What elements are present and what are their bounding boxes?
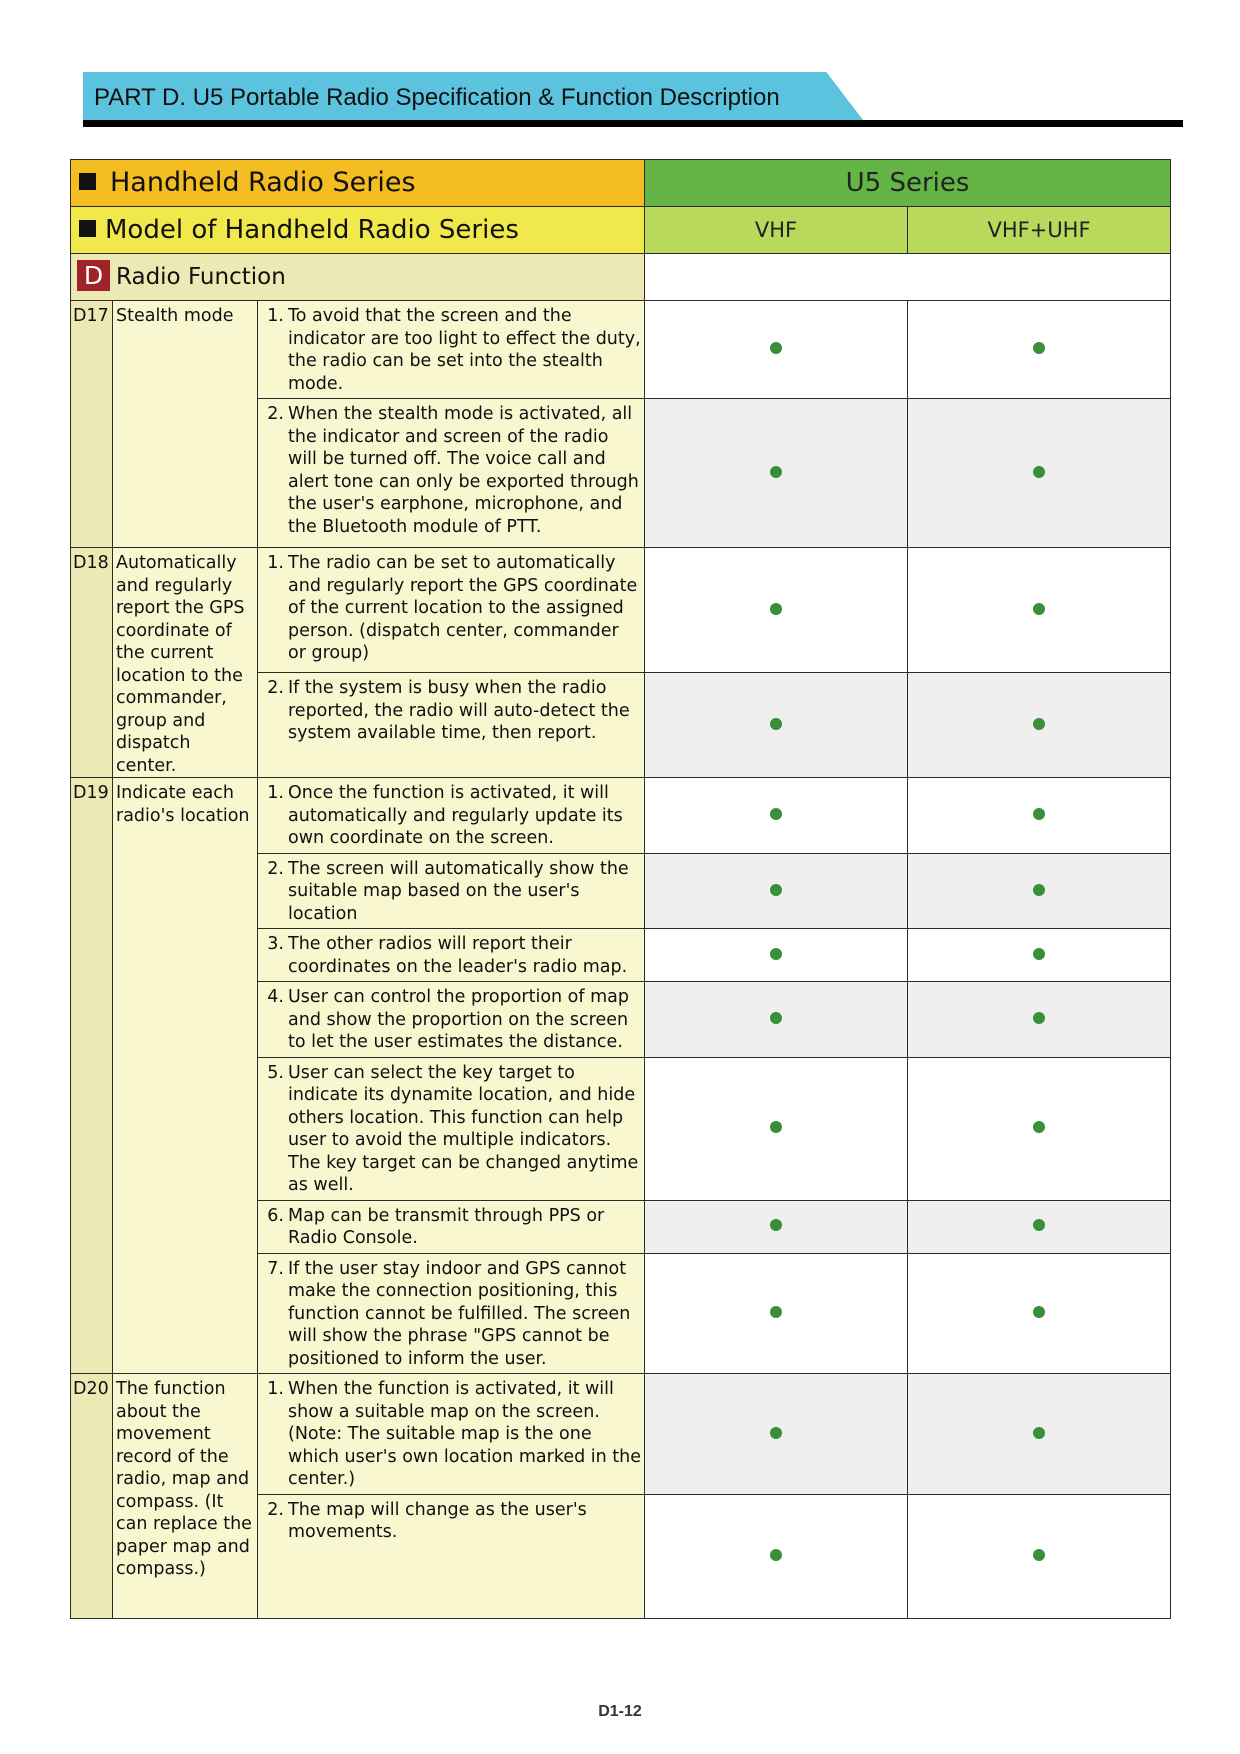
vhf-uhf-support-cell — [908, 1253, 1171, 1374]
supported-dot-icon — [770, 808, 782, 820]
item-number: 3. — [267, 934, 284, 954]
description-item — [262, 986, 642, 1054]
vhf-support-cell — [645, 399, 908, 548]
item-number: 1. — [267, 306, 284, 326]
description-item — [262, 403, 642, 538]
supported-dot-icon — [1033, 466, 1045, 478]
supported-dot-icon — [770, 1219, 782, 1231]
description-item — [262, 1499, 642, 1544]
supported-dot-icon — [770, 948, 782, 960]
vhf-uhf-support-cell — [908, 548, 1171, 673]
vhf-support-cell — [645, 1200, 908, 1253]
vhf-support-cell — [645, 929, 908, 982]
description-item — [262, 552, 642, 665]
function-description — [258, 1374, 645, 1495]
supported-dot-icon — [770, 1306, 782, 1318]
item-text: The map will change as the user's movements. — [288, 1499, 587, 1542]
page-number: D1-12 — [598, 1703, 642, 1720]
vhf-uhf-support-cell — [908, 301, 1171, 399]
item-text: If the system is busy when the radio reported, the radio will auto-detect the system available time, then report. — [288, 678, 630, 744]
supported-dot-icon — [770, 1549, 782, 1561]
description-item — [262, 677, 642, 745]
vhf-uhf-support-cell — [908, 399, 1171, 548]
vhf-uhf-support-cell — [908, 778, 1171, 854]
model-label-cell — [71, 207, 645, 254]
item-text: The radio can be set to automatically and regularly report the GPS coordinate of the current location to the assigned person. (dispatch center, commander or group) — [288, 553, 638, 663]
description-item — [262, 858, 642, 926]
supported-dot-icon — [1033, 1219, 1045, 1231]
function-description — [258, 1253, 645, 1374]
item-text: To avoid that the screen and the indicator are too light to effect the duty, the radio can be set into the stealth mode. — [288, 306, 641, 394]
function-code: D17 — [71, 301, 113, 548]
model-header-row — [71, 207, 1171, 254]
section-label: Radio Function — [116, 263, 286, 290]
vhf-uhf-support-cell — [908, 929, 1171, 982]
table-row — [71, 1374, 1171, 1495]
description-item — [262, 1258, 642, 1371]
function-name: Automatically and regularly report the GPS coordinate of the current location to the commander, group and dispatch center. — [113, 548, 258, 778]
item-text: User can control the proportion of map and show the proportion on the screen to let the user estimates the distance. — [288, 987, 629, 1052]
function-description — [258, 1200, 645, 1253]
function-description — [258, 982, 645, 1058]
function-code: D19 — [71, 778, 113, 1374]
supported-dot-icon — [1033, 1012, 1045, 1024]
supported-dot-icon — [1033, 342, 1045, 354]
spec-table — [70, 159, 1171, 1619]
function-description — [258, 853, 645, 929]
series-label-cell — [71, 160, 645, 207]
vhf-support-cell — [645, 853, 908, 929]
vhf-support-cell — [645, 1057, 908, 1200]
item-number: 2. — [267, 1499, 284, 1520]
supported-dot-icon — [1033, 948, 1045, 960]
vhf-uhf-support-cell — [908, 982, 1171, 1058]
item-number: 4. — [267, 987, 284, 1007]
function-description — [258, 1057, 645, 1200]
vhf-support-cell — [645, 673, 908, 778]
item-text: If the user stay indoor and GPS cannot make the connection positioning, this function cannot be fulfilled. The screen will show the phrase "GPS cannot be positioned to inform the user. — [288, 1258, 631, 1369]
supported-dot-icon — [1033, 1121, 1045, 1133]
item-text: Map can be transmit through PPS or Radio Console. — [288, 1205, 605, 1248]
function-description — [258, 778, 645, 854]
function-description — [258, 1494, 645, 1618]
vhf-uhf-support-cell — [908, 1374, 1171, 1495]
function-description — [258, 301, 645, 399]
description-item — [262, 933, 642, 978]
model-vhf-uhf: VHF+UHF — [908, 207, 1171, 254]
vhf-support-cell — [645, 982, 908, 1058]
vhf-support-cell — [645, 1374, 908, 1495]
vhf-support-cell — [645, 778, 908, 854]
item-number: 1. — [267, 783, 284, 803]
item-text: Once the function is activated, it will automatically and regularly update its own coordinate on the screen. — [288, 783, 623, 848]
square-bullet-icon — [79, 173, 96, 190]
page-title: PART D. U5 Portable Radio Specification & Function Description — [94, 84, 780, 111]
item-number: 2. — [267, 858, 284, 879]
vhf-uhf-support-cell — [908, 1200, 1171, 1253]
supported-dot-icon — [770, 884, 782, 896]
function-code: D20 — [71, 1374, 113, 1619]
section-blank-cell — [645, 254, 1171, 301]
supported-dot-icon — [770, 342, 782, 354]
function-description — [258, 399, 645, 548]
section-label-cell — [71, 254, 645, 301]
vhf-support-cell — [645, 1494, 908, 1618]
vhf-uhf-support-cell — [908, 853, 1171, 929]
supported-dot-icon — [1033, 603, 1045, 615]
supported-dot-icon — [1033, 1549, 1045, 1561]
section-badge: D — [77, 260, 110, 291]
supported-dot-icon — [770, 1427, 782, 1439]
supported-dot-icon — [770, 603, 782, 615]
supported-dot-icon — [1033, 808, 1045, 820]
item-text: When the function is activated, it will show a suitable map on the screen. (Note: The suitable map is the one which user's own location marked in the center.) — [288, 1379, 642, 1489]
series-header-row — [71, 160, 1171, 207]
item-text: The screen will automatically show the suitable map based on the user's location — [288, 858, 629, 924]
model-vhf: VHF — [645, 207, 908, 254]
vhf-uhf-support-cell — [908, 1494, 1171, 1618]
function-description — [258, 673, 645, 778]
item-number: 1. — [267, 553, 284, 573]
supported-dot-icon — [1033, 1427, 1045, 1439]
supported-dot-icon — [770, 466, 782, 478]
description-item — [262, 782, 642, 850]
vhf-uhf-support-cell — [908, 1057, 1171, 1200]
item-text: User can select the key target to indicate its dynamite location, and hide others location. This function can help user to avoid the multiple indicators. The key target can be changed anytime as well. — [288, 1062, 639, 1195]
function-name: The function about the movement record of the radio, map and compass. (It can replace the paper map and compass.) — [113, 1374, 258, 1619]
item-number: 6. — [267, 1205, 284, 1226]
supported-dot-icon — [1033, 1306, 1045, 1318]
section-header-row — [71, 254, 1171, 301]
series-label: Handheld Radio Series — [110, 166, 416, 198]
square-bullet-icon — [79, 220, 96, 237]
function-name: Stealth mode — [113, 301, 258, 548]
item-text: The other radios will report their coordinates on the leader's radio map. — [288, 934, 628, 977]
description-item — [262, 305, 642, 395]
item-text: When the stealth mode is activated, all the indicator and screen of the radio will be turned off. The voice call and alert tone can only be exported through the user's earphone, microphone, and the Bluetooth module of PTT. — [288, 404, 639, 537]
supported-dot-icon — [770, 1012, 782, 1024]
description-item — [262, 1205, 642, 1250]
supported-dot-icon — [770, 718, 782, 730]
table-row — [71, 301, 1171, 399]
item-number: 1. — [267, 1379, 284, 1399]
table-row — [71, 548, 1171, 673]
function-code: D18 — [71, 548, 113, 778]
supported-dot-icon — [1033, 884, 1045, 896]
header-rule — [83, 120, 1183, 127]
supported-dot-icon — [770, 1121, 782, 1133]
item-number: 2. — [267, 404, 284, 424]
description-item — [262, 1378, 642, 1491]
vhf-support-cell — [645, 548, 908, 673]
vhf-support-cell — [645, 1253, 908, 1374]
item-number: 2. — [267, 678, 284, 699]
model-label: Model of Handheld Radio Series — [105, 214, 519, 245]
series-value: U5 Series — [645, 160, 1171, 207]
description-item — [262, 1062, 642, 1197]
vhf-support-cell — [645, 301, 908, 399]
item-number: 5. — [267, 1062, 284, 1083]
table-row — [71, 778, 1171, 854]
function-description — [258, 548, 645, 673]
vhf-uhf-support-cell — [908, 673, 1171, 778]
function-description — [258, 929, 645, 982]
function-name: Indicate each radio's location — [113, 778, 258, 1374]
item-number: 7. — [267, 1258, 284, 1279]
supported-dot-icon — [1033, 718, 1045, 730]
